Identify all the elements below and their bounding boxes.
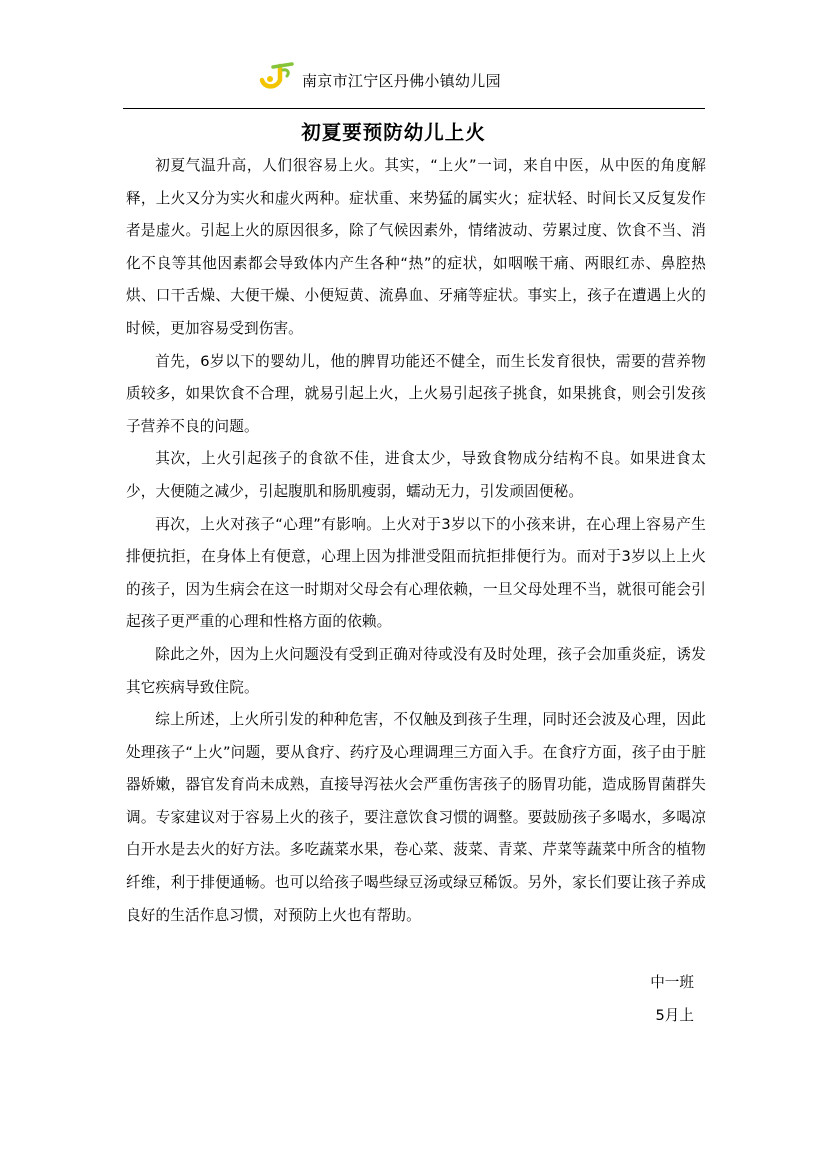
document-header [0, 58, 827, 102]
paragraph-besides: 除此之外，因为上火问题没有受到正确对待或没有及时处理，孩子会加重炎症，诱发其它疾病导致住院。 [126, 645, 706, 696]
school-logo-icon [256, 60, 296, 90]
signature-block [650, 966, 694, 1032]
signature-class: 中一班 [650, 974, 694, 991]
signature-date: 5月上 [655, 1007, 694, 1024]
article-body [126, 150, 706, 932]
page-title: 初夏要预防幼儿上火 [301, 121, 486, 144]
header-divider [123, 108, 705, 109]
paragraph-first: 首先，6岁以下的婴幼儿，他的脾胃功能还不健全，而生长发育很快，需要的营养物质较多，如果饮食不合理，就易引起上火，上火易引起孩子挑食，如果挑食，则会引发孩子营养不良的问题。 [126, 352, 706, 435]
paragraph-summary: 综上所述，上火所引发的种种危害，不仅触及到孩子生理，同时还会波及心理，因此处理孩子“上火”问题，要从食疗、药疗及心理调理三方面入手。在食疗方面，孩子由于脏器娇嫩，器官发育尚未成熟，直接导泻祛火会严重伤害孩子的肠胃功能，造成肠胃菌群失调。专家建议对于容易上火的孩子，要注意饮食习惯的调整。要鼓励孩子多喝水，多喝凉白开水是去火的好方法。多吃蔬菜水果，卷心菜、菠菜、青菜、芹菜等蔬菜中所含的植物纤维，利于排便通畅。也可以给孩子喝些绿豆汤或绿豆稀饭。另外，家长们要让孩子养成良好的生活作息习惯，对预防上火也有帮助。 [126, 711, 706, 924]
paragraph-second: 其次，上火引起孩子的食欲不佳，进食太少，导致食物成分结构不良。如果进食太少，大便随之减少，引起腹肌和肠肌瘦弱，蠕动无力，引发顽固便秘。 [126, 450, 706, 500]
paragraph-intro: 初夏气温升高，人们很容易上火。其实，“上火”一词，来自中医，从中医的角度解释，上火又分为实火和虚火两种。症状重、来势猛的属实火；症状轻、时间长又反复发作者是虚火。引起上火的原因很多，除了气候因素外，情绪波动、劳累过度、饮食不当、消化不良等其他因素都会导致体内产生各种“热”的症状，如咽喉干痛、两眼红赤、鼻腔热烘、口干舌燥、大便干燥、小便短黄、流鼻血、牙痛等症状。事实上，孩子在遭遇上火的时候，更加容易受到伤害。 [126, 157, 706, 337]
paragraph-third: 再次，上火对孩子“心理”有影响。上火对于3岁以下的小孩来讲，在心理上容易产生排便抗拒，在身体上有便意，心理上因为排泄受阻而抗拒排便行为。而对于3岁以上上火的孩子，因为生病会在这一时期对父母会有心理依赖，一旦父母处理不当，就很可能会引起孩子更严重的心理和性格方面的依赖。 [126, 515, 706, 631]
school-name: 南京市江宁区丹佛小镇幼儿园 [302, 72, 501, 90]
